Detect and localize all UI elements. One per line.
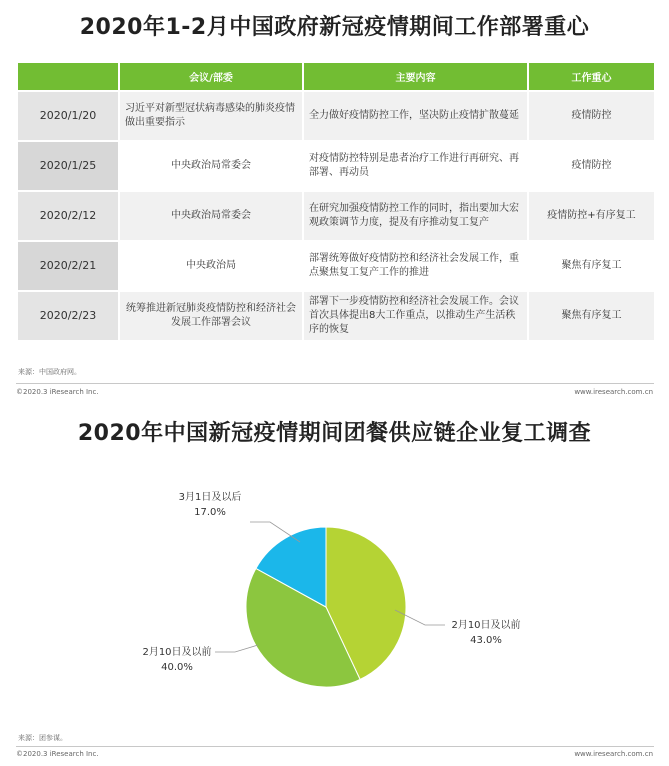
copyright: ©2020.3 iResearch Inc. [16,388,99,396]
slice-value-label: 43.0% [470,635,502,646]
row-date: 2020/2/23 [18,292,118,340]
header-date [18,63,118,90]
copyright: ©2020.3 iResearch Inc. [16,750,99,758]
work-deployment-table [16,61,656,342]
slice-label: 3月1日及以后 [178,492,242,503]
table-row [18,142,654,190]
row-date: 2020/2/12 [18,192,118,240]
row-meeting: 中央政治局常委会 [120,142,302,190]
header-focus: 工作重心 [529,63,654,90]
row-content: 对疫情防控特别是患者治疗工作进行再研究、再部署、再动员 [304,142,527,190]
row-meeting: 中央政治局 [120,242,302,290]
page-title-work-deployment: 2020年1-2月中国政府新冠疫情期间工作部署重心 [79,15,590,40]
row-date: 2020/2/21 [18,242,118,290]
website: www.iresearch.com.cn [574,750,653,758]
slice-value-label: 40.0% [161,662,193,673]
source-note: 来源：中国政府网。 [18,368,81,376]
header-meeting: 会议/部委 [120,63,302,90]
header-content: 主要内容 [304,63,527,90]
table-header-row [18,63,654,90]
slice-label: 2月10日及以前 [142,647,212,658]
row-meeting: 统筹推进新冠肺炎疫情防控和经济社会发展工作部署会议 [120,292,302,340]
row-focus: 疫情防控 [529,142,654,190]
row-content: 在研究加强疫情防控工作的同时，指出要加大宏观政策调节力度，提及有序推动复工复产 [304,192,527,240]
chart-title: 2020年中国新冠疫情期间团餐供应链企业复工调查 [77,421,592,446]
row-date: 2020/1/25 [18,142,118,190]
row-content: 全力做好疫情防控工作，坚决防止疫情扩散蔓延 [304,92,527,140]
table-row [18,292,654,340]
table-row [18,92,654,140]
table-row [18,192,654,240]
leader-line [215,645,258,652]
row-date: 2020/1/20 [18,92,118,140]
divider [16,746,654,747]
row-meeting: 中央政治局常委会 [120,192,302,240]
row-focus: 疫情防控 [529,92,654,140]
divider [16,383,654,384]
source-note-chart: 来源：团参谋。 [18,734,67,742]
row-focus: 聚焦有序复工 [529,292,654,340]
slice-value-label: 17.0% [194,507,226,518]
row-content: 部署下一步疫情防控和经济社会发展工作。会议首次具体提出8大工作重点，以推动生产生活秩序的恢复 [304,292,527,340]
table-row [18,242,654,290]
pie-chart [0,470,669,720]
row-content: 部署统筹做好疫情防控和经济社会发展工作，重点聚焦复工复产工作的推进 [304,242,527,290]
website: www.iresearch.com.cn [574,388,653,396]
row-focus: 聚焦有序复工 [529,242,654,290]
slice-label: 2月10日及以前 [451,620,521,631]
row-meeting: 习近平对新型冠状病毒感染的肺炎疫情做出重要指示 [120,92,302,140]
row-focus: 疫情防控+有序复工 [529,192,654,240]
